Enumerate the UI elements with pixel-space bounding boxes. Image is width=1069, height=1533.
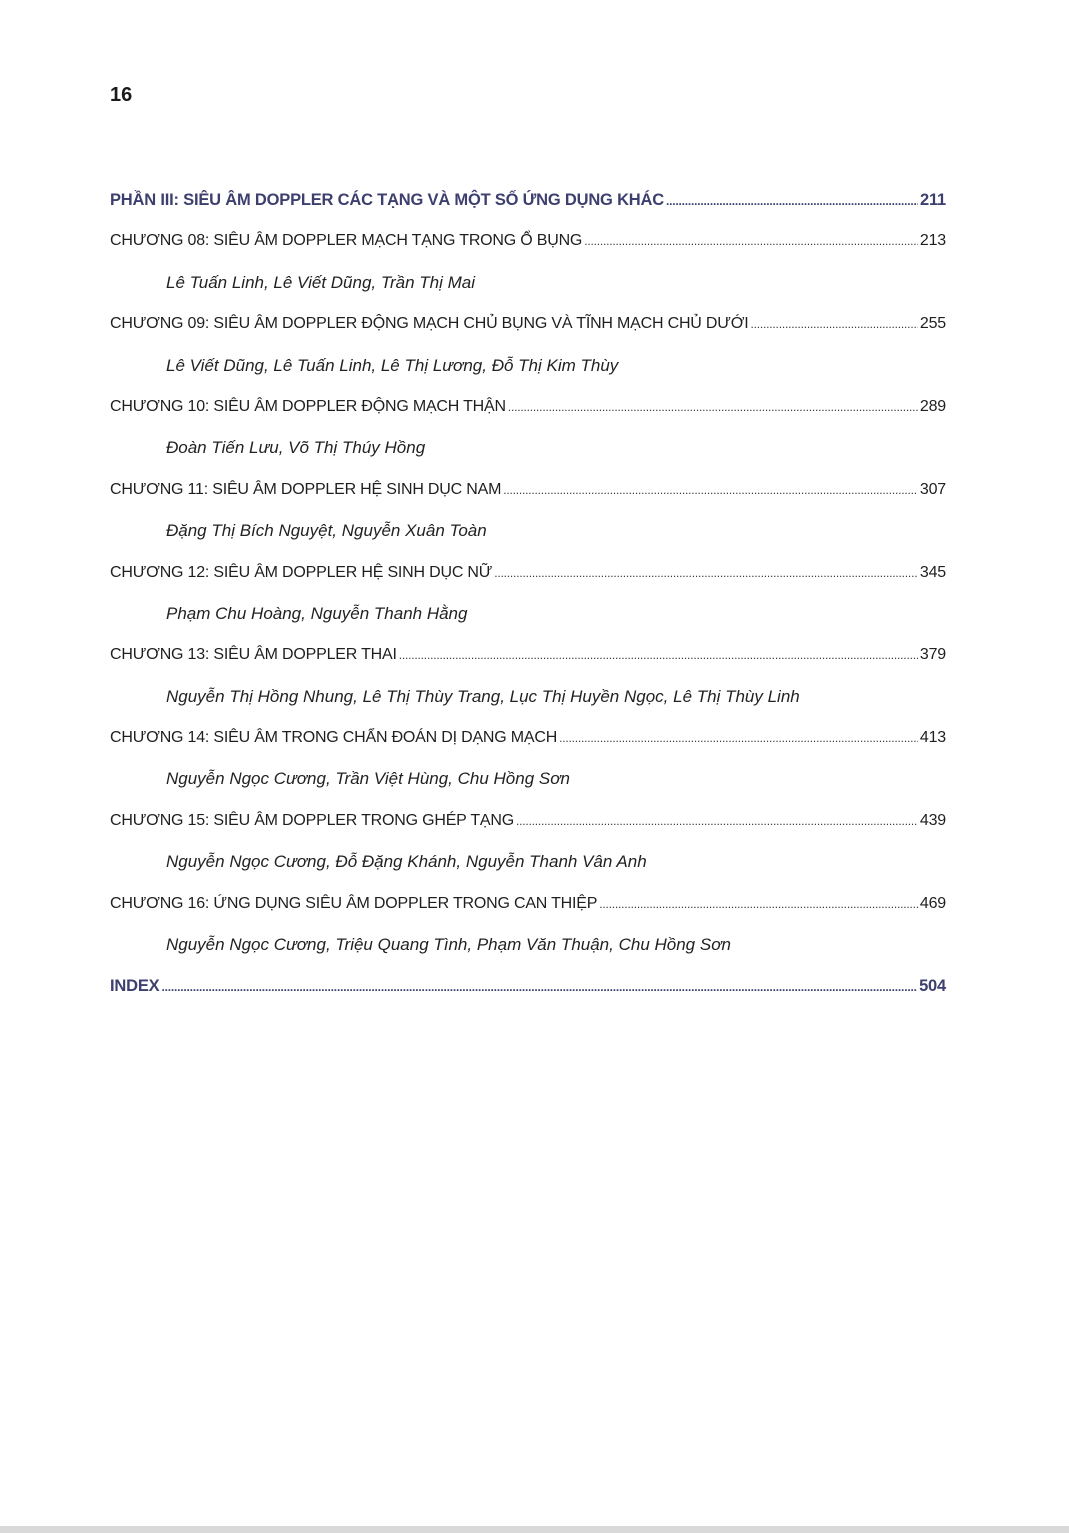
chapter-row bbox=[110, 227, 946, 268]
dot-leader bbox=[161, 973, 917, 1001]
table-of-contents bbox=[110, 186, 946, 1014]
chapter-authors: Nguyễn Thị Hồng Nhung, Lê Thị Thùy Trang, Lục Thị Huyền Ngọc, Lê Thị Thùy Linh bbox=[166, 686, 800, 706]
chapter-authors: Phạm Chu Hoàng, Nguyễn Thanh Hằng bbox=[166, 603, 468, 623]
chapter-title: CHƯƠNG 11: SIÊU ÂM DOPPLER HỆ SINH DỤC NAM bbox=[110, 480, 502, 498]
dot-leader bbox=[584, 227, 918, 255]
chapter-authors: Đặng Thị Bích Nguyệt, Nguyễn Xuân Toàn bbox=[166, 521, 487, 541]
chapter-page: 469 bbox=[919, 894, 946, 912]
index-title: INDEX bbox=[110, 977, 160, 996]
chapter-row bbox=[110, 310, 946, 351]
dot-leader bbox=[666, 187, 918, 215]
dot-leader bbox=[559, 724, 918, 752]
chapter-title: CHƯƠNG 15: SIÊU ÂM DOPPLER TRONG GHÉP TẠNG bbox=[110, 811, 514, 829]
chapter-row bbox=[110, 559, 946, 600]
chapter-title: CHƯƠNG 12: SIÊU ÂM DOPPLER HỆ SINH DỤC NỮ bbox=[110, 563, 493, 581]
dot-leader bbox=[399, 641, 918, 669]
chapter-row bbox=[110, 890, 946, 931]
chapter-page: 439 bbox=[919, 811, 946, 829]
dot-leader bbox=[503, 476, 918, 504]
dot-leader bbox=[494, 559, 918, 587]
toc-section-row bbox=[110, 186, 946, 227]
toc-index-row bbox=[110, 972, 946, 1013]
section-title: PHẦN III: SIÊU ÂM DOPPLER CÁC TẠNG VÀ MỘT SỐ ỨNG DỤNG KHÁC bbox=[110, 191, 664, 209]
chapter-page: 345 bbox=[919, 563, 946, 581]
section-page: 211 bbox=[919, 191, 946, 209]
chapter-page: 255 bbox=[919, 315, 946, 333]
chapter-authors: Nguyễn Ngọc Cương, Trần Việt Hùng, Chu Hồng Sơn bbox=[166, 769, 570, 789]
dot-leader bbox=[750, 310, 917, 338]
chapter-authors: Đoàn Tiến Lưu, Võ Thị Thúy Hồng bbox=[166, 438, 426, 458]
chapter-page: 307 bbox=[919, 480, 946, 498]
chapter-row bbox=[110, 724, 946, 765]
chapter-title: CHƯƠNG 13: SIÊU ÂM DOPPLER THAI bbox=[110, 646, 397, 664]
chapter-authors: Nguyễn Ngọc Cương, Triệu Quang Tình, Phạm Văn Thuận, Chu Hồng Sơn bbox=[166, 935, 731, 955]
dot-leader bbox=[508, 393, 918, 421]
chapter-authors: Lê Tuấn Linh, Lê Viết Dũng, Trần Thị Mai bbox=[166, 272, 476, 292]
chapter-title: CHƯƠNG 08: SIÊU ÂM DOPPLER MẠCH TẠNG TRONG Ổ BỤNG bbox=[110, 232, 583, 250]
chapter-authors: Lê Viết Dũng, Lê Tuấn Linh, Lê Thị Lương, Đỗ Thị Kim Thùy bbox=[166, 355, 619, 375]
chapter-title: CHƯƠNG 10: SIÊU ÂM DOPPLER ĐỘNG MẠCH THẬN bbox=[110, 397, 506, 415]
chapter-authors: Nguyễn Ngọc Cương, Đỗ Đặng Khánh, Nguyễn Thanh Vân Anh bbox=[166, 852, 647, 872]
bottom-edge-divider bbox=[0, 1526, 1069, 1533]
chapter-row bbox=[110, 393, 946, 434]
dot-leader bbox=[599, 890, 918, 918]
chapter-row bbox=[110, 476, 946, 517]
dot-leader bbox=[516, 807, 918, 835]
chapter-title: CHƯƠNG 14: SIÊU ÂM TRONG CHẨN ĐOÁN DỊ DẠNG MẠCH bbox=[110, 729, 558, 747]
chapter-title: CHƯƠNG 09: SIÊU ÂM DOPPLER ĐỘNG MẠCH CHỦ BỤNG VÀ TĨNH MẠCH CHỦ DƯỚI bbox=[110, 315, 749, 333]
chapter-page: 379 bbox=[919, 646, 946, 664]
page-number: 16 bbox=[110, 84, 133, 106]
chapter-row bbox=[110, 807, 946, 848]
index-page: 504 bbox=[919, 977, 946, 996]
chapter-page: 213 bbox=[919, 232, 946, 250]
chapter-page: 413 bbox=[919, 729, 946, 747]
chapter-row bbox=[110, 641, 946, 682]
chapter-title: CHƯƠNG 16: ỨNG DỤNG SIÊU ÂM DOPPLER TRONG CAN THIỆP bbox=[110, 894, 598, 912]
chapter-page: 289 bbox=[919, 397, 946, 415]
